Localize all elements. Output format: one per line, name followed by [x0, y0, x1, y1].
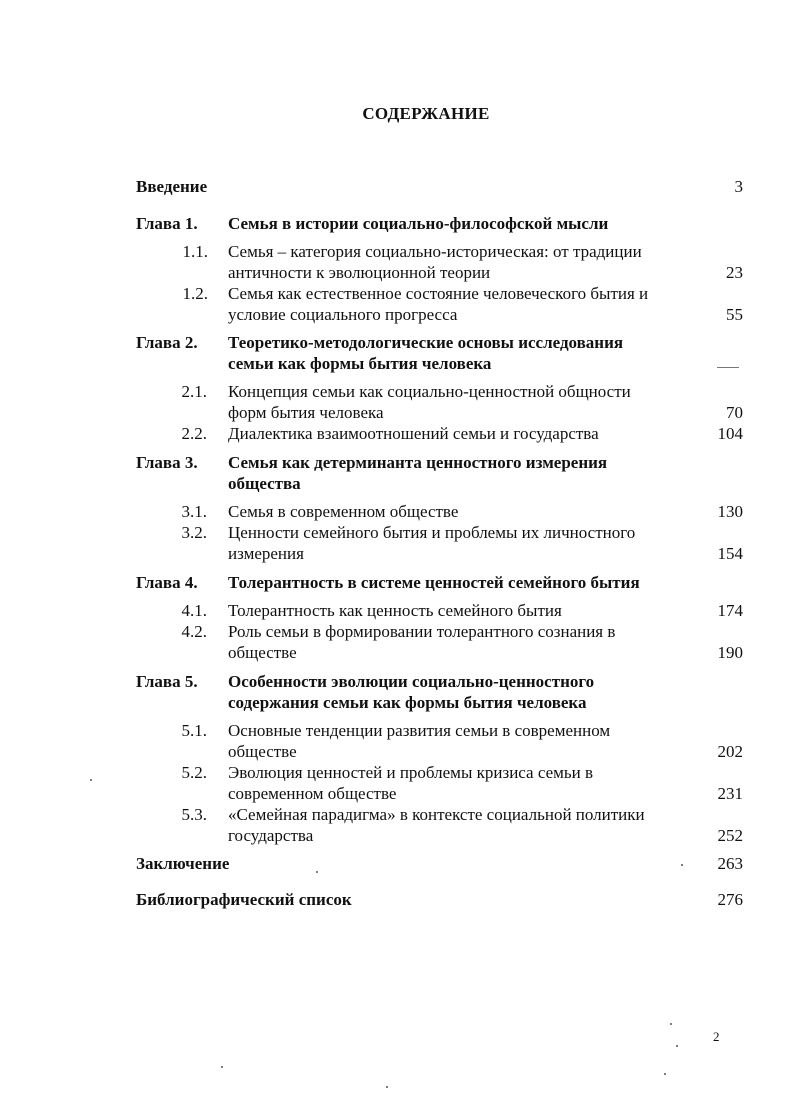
section-number: 1.2.: [182, 284, 208, 303]
section-page: 231: [717, 784, 743, 803]
section-title-line: Семья как естественное состояние человеческого бытия и: [228, 284, 649, 303]
section-number: 2.2.: [181, 424, 207, 443]
scan-speck: [664, 1073, 666, 1075]
section-number: 4.1.: [181, 601, 207, 620]
chapter-title-line: Теоретико-методологические основы исследования: [228, 333, 624, 352]
section-page: 154: [717, 544, 743, 563]
section-title-line: современном обществе: [228, 784, 397, 803]
chapter-title-line: содержания семьи как формы бытия человека: [228, 693, 587, 712]
section-number: 5.1.: [181, 721, 207, 740]
chapter-label: Глава 5.: [136, 672, 198, 691]
section-page: 104: [717, 424, 743, 443]
section-page: 190: [717, 643, 743, 662]
chapter-title-line: Семья в истории социально-философской мысли: [228, 214, 609, 233]
scan-speck: [221, 1066, 223, 1068]
section-title-line: измерения: [228, 544, 304, 563]
section-title-line: Толерантность как ценность семейного бытия: [228, 601, 562, 620]
scan-speck: [670, 1023, 672, 1025]
section-title-line: античности к эволюционной теории: [228, 263, 491, 282]
section-title-line: Ценности семейного бытия и проблемы их личностного: [228, 523, 636, 542]
section-number: 3.2.: [181, 523, 207, 542]
section-title-line: Семья – категория социально-историческая: от традиции: [228, 242, 642, 261]
section-page: 55: [726, 305, 743, 324]
scan-mark: [717, 367, 739, 368]
section-title-line: Роль семьи в формировании толерантного сознания в: [228, 622, 616, 641]
section-title-line: форм бытия человека: [228, 403, 384, 422]
page-number: 2: [713, 1029, 720, 1044]
chapter-label: Глава 2.: [136, 333, 198, 352]
section-title-line: «Семейная парадигма» в контексте социальной политики: [228, 805, 645, 824]
section-number: 5.2.: [181, 763, 207, 782]
section-title-line: обществе: [228, 643, 297, 662]
scan-speck: [316, 871, 318, 873]
section-title-line: Эволюция ценностей и проблемы кризиса семьи в: [228, 763, 594, 782]
section-page: 130: [717, 502, 743, 521]
chapter-title-line: Семья как детерминанта ценностного измерения: [228, 453, 608, 472]
section-number: 5.3.: [181, 805, 207, 824]
section-page: 70: [726, 403, 743, 422]
section-title-line: Семья в современном обществе: [228, 502, 459, 521]
section-page: 252: [717, 826, 743, 845]
scan-speck: [90, 779, 92, 781]
section-title-line: Диалектика взаимоотношений семьи и государства: [228, 424, 599, 443]
section-title-line: обществе: [228, 742, 297, 761]
conclusion-label: Заключение: [136, 854, 230, 873]
section-title-line: государства: [228, 826, 314, 845]
scan-speck: [681, 864, 683, 866]
chapter-label: Глава 1.: [136, 214, 198, 233]
chapter-title-line: Особенности эволюции социально-ценностного: [228, 672, 595, 691]
bibliography-page: 276: [717, 890, 743, 909]
section-page: 202: [717, 742, 743, 761]
section-title-line: Концепция семьи как социально-ценностной общности: [228, 382, 631, 401]
chapter-title-line: семьи как формы бытия человека: [228, 354, 492, 373]
scan-speck: [676, 1045, 678, 1047]
section-title-line: Основные тенденции развития семьи в современном: [228, 721, 611, 740]
scan-speck: [386, 1086, 388, 1088]
conclusion-page: 263: [717, 854, 743, 873]
intro-label: Введение: [136, 177, 208, 196]
intro-page: 3: [734, 177, 743, 196]
section-title-line: условие социального прогресса: [228, 305, 458, 324]
chapter-label: Глава 4.: [136, 573, 198, 592]
section-number: 3.1.: [181, 502, 207, 521]
section-page: 174: [717, 601, 743, 620]
section-page: 23: [726, 263, 743, 282]
chapter-title-line: Толерантность в системе ценностей семейного бытия: [228, 573, 640, 592]
bibliography-label: Библиографический список: [136, 890, 352, 909]
chapter-title-line: общества: [228, 474, 301, 493]
chapter-label: Глава 3.: [136, 453, 198, 472]
section-number: 2.1.: [181, 382, 207, 401]
page-title: СОДЕРЖАНИЕ: [362, 104, 490, 123]
section-number: 1.1.: [182, 242, 208, 261]
section-number: 4.2.: [181, 622, 207, 641]
